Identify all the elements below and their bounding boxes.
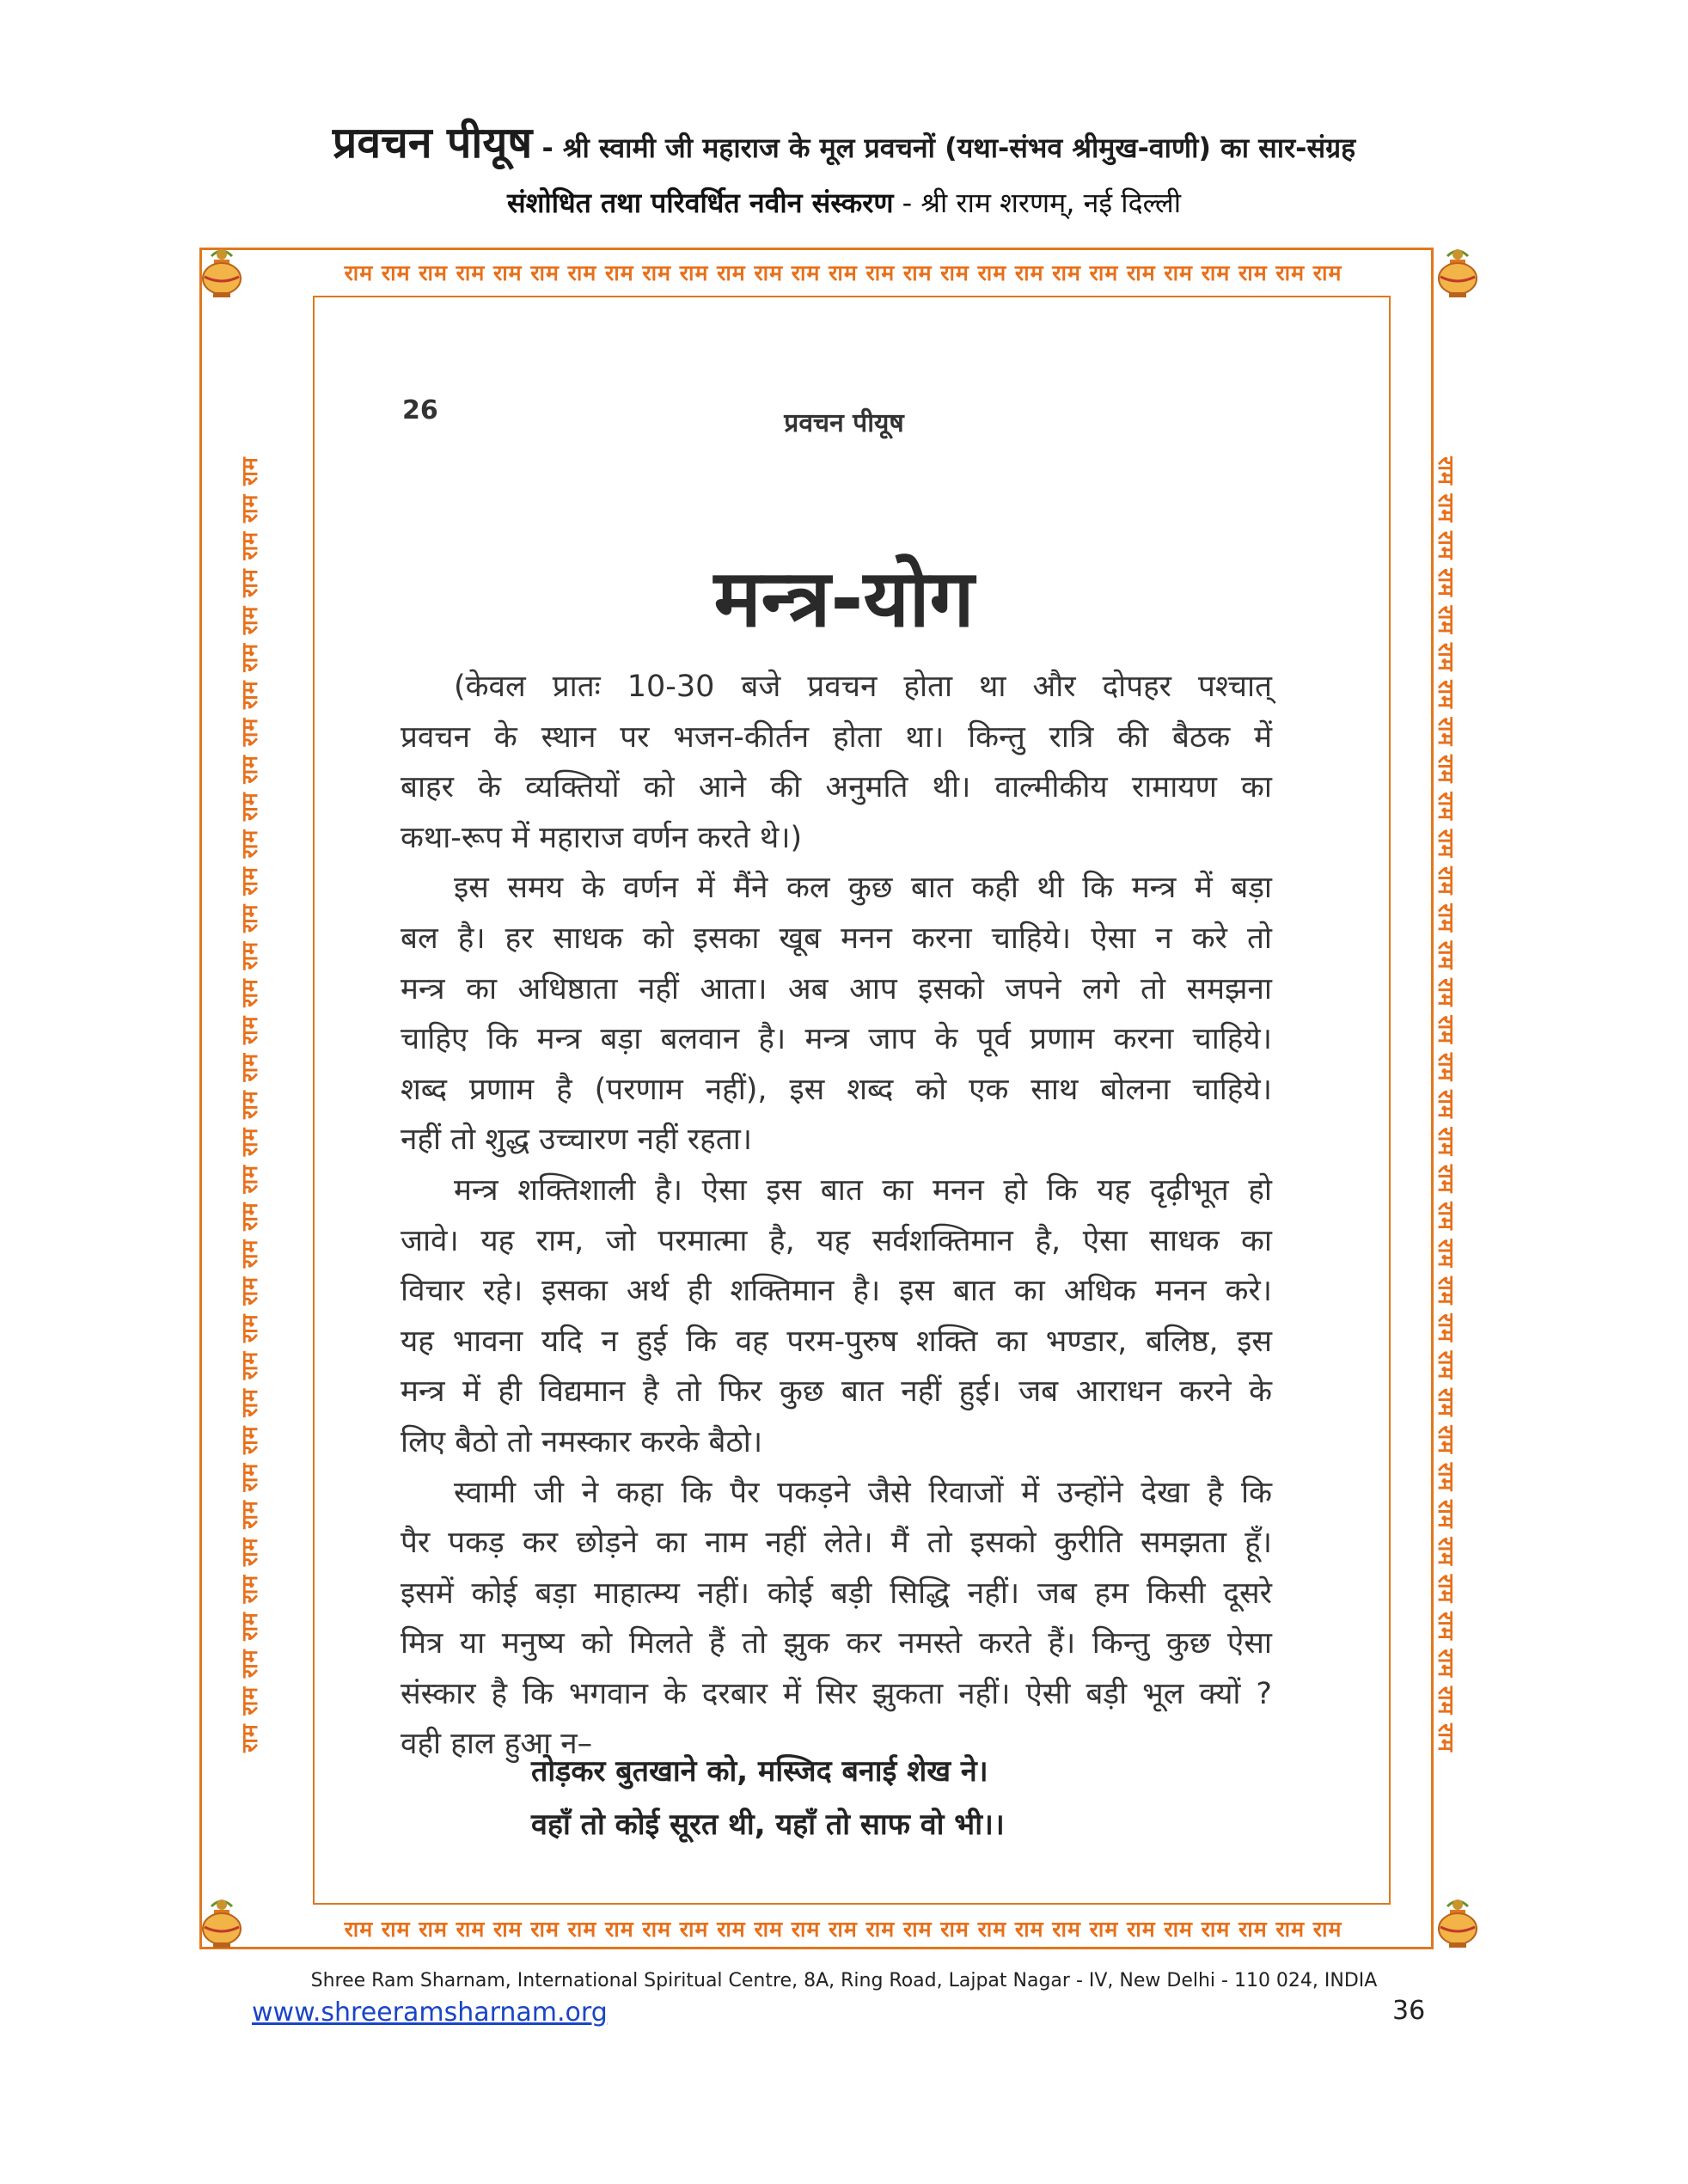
- text-line: स्वामी जी ने कहा कि पैर पकड़ने जैसे रिवाजों में उन्होंने देखा है कि: [454, 1475, 1272, 1510]
- text-line: जावे। यह राम, जो परमात्मा है, यह सर्वशक्तिमान है, ऐसा साधक का: [401, 1223, 1272, 1258]
- verse-line: तोड़कर बुतखाने को, मस्जिद बनाई शेख ने।: [531, 1754, 988, 1789]
- document-header-edition: [0, 184, 1688, 221]
- border-text-right: राम राम राम राम राम राम राम राम राम राम राम राम राम राम राम राम राम राम राम राम राम राम राम राम राम राम राम राम राम राम राम राम राम राम राम: [1434, 456, 1459, 1753]
- text-line: प्रवचन के स्थान पर भजन-कीर्तन होता था। किन्तु रात्रि की बैठक में: [401, 719, 1272, 755]
- text-line: नहीं तो शुद्ध उच्चारण नहीं रहता।: [401, 1123, 753, 1158]
- text-line: पैर पकड़ कर छोड़ने का नाम नहीं लेते। मैं तो इसको कुरीति समझता हूँ।: [401, 1526, 1272, 1561]
- footer-page-number: 36: [1392, 1996, 1426, 2026]
- verse-block: [531, 1745, 1005, 1851]
- verse-line: वहाँ तो कोई सूरत थी, यहाँ तो साफ वो भी।।: [531, 1808, 1005, 1842]
- text-line: विचार रहे। इसका अर्थ ही शक्तिमान है। इस बात का अधिक मनन करे।: [401, 1274, 1272, 1309]
- body-text: [401, 662, 1272, 1770]
- page-number: 26: [402, 395, 438, 425]
- text-line: मित्र या मनुष्य को मिलते हैं तो झुक कर नमस्ते करते हैं। किन्तु कुछ ऐसा: [401, 1626, 1272, 1661]
- text-line: मन्त्र शक्तिशाली है। ऐसा इस बात का मनन हो कि यह दृढ़ीभूत हो: [454, 1172, 1272, 1208]
- border-text-top: राम राम राम राम राम राम राम राम राम राम राम राम राम राम राम राम राम राम राम राम राम राम राम राम राम राम राम: [344, 260, 1342, 285]
- text-line: मन्त्र का अधिष्ठाता नहीं आता। अब आप इसको जपने लगे तो समझना: [401, 971, 1272, 1006]
- text-line: इसमें कोई बड़ा माहात्म्य नहीं। कोई बड़ी सिद्धि नहीं। जब हम किसी दूसरे: [401, 1575, 1272, 1611]
- text-line: वही हाल हुआ न–: [401, 1727, 593, 1762]
- kalash-icon: [1434, 246, 1482, 299]
- text-line: यह भावना यदि न हुई कि वह परम-पुरुष शक्ति का भण्डार, बलिष्ठ, इस: [401, 1324, 1272, 1359]
- text-line: चाहिए कि मन्त्र बड़ा बलवान है। मन्त्र जाप के पूर्व प्रणाम करना चाहिये।: [401, 1022, 1272, 1057]
- website-link[interactable]: www.shreeramsharnam.org: [252, 1997, 608, 2028]
- book-subtitle: - श्री स्वामी जी महाराज के मूल प्रवचनों (यथा-संभव श्रीमुख-वाणी) का सार-संग्रह: [532, 132, 1356, 164]
- kalash-icon: [198, 246, 246, 299]
- text-line: बल है। हर साधक को इसका खूब मनन करना चाहिये। ऐसा न करे तो: [401, 921, 1272, 956]
- text-line: इस समय के वर्णन में मैंने कल कुछ बात कही थी कि मन्त्र में बड़ा: [454, 871, 1272, 906]
- border-text-left: राम राम राम राम राम राम राम राम राम राम राम राम राम राम राम राम राम राम राम राम राम राम राम राम राम राम राम राम राम राम राम राम राम राम राम: [237, 456, 262, 1753]
- text-line: बाहर के व्यक्तियों को आने की अनुमति थी। वाल्मीकीय रामायण का: [401, 770, 1272, 805]
- text-line: कथा-रूप में महाराज वर्णन करते थे।): [401, 820, 803, 855]
- document-header-title: [0, 112, 1688, 170]
- border-text-bottom: राम राम राम राम राम राम राम राम राम राम राम राम राम राम राम राम राम राम राम राम राम राम राम राम राम राम राम: [344, 1917, 1342, 1942]
- text-line: (केवल प्रातः 10-30 बजे प्रवचन होता था और दोपहर पश्चात्: [454, 670, 1272, 704]
- text-line: मन्त्र में ही विद्यमान है तो फिर कुछ बात नहीं हुई। जब आराधन करने के: [401, 1374, 1272, 1410]
- text-line: संस्कार है कि भगवान के दरबार में सिर झुकता नहीं। ऐसी बड़ी भूल क्यों ?: [401, 1676, 1272, 1711]
- chapter-title: मन्त्र-योग: [713, 553, 975, 645]
- text-line: लिए बैठो तो नमस्कार करके बैठो।: [401, 1424, 763, 1459]
- text-line: शब्द प्रणाम है (परणाम नहीं), इस शब्द को एक साथ बोलना चाहिये।: [401, 1072, 1272, 1107]
- kalash-icon: [1434, 1896, 1482, 1949]
- footer-address: Shree Ram Sharnam, International Spiritual Centre, 8A, Ring Road, Lajpat Nagar - IV, New Delhi - 110 024, INDIA: [310, 1970, 1378, 1991]
- publisher-label: - श्री राम शरणम्, नई दिल्ली: [893, 187, 1181, 219]
- edition-label: संशोधित तथा परिवर्धित नवीन संस्करण: [507, 187, 894, 219]
- running-head: प्रवचन पीयूष: [784, 408, 904, 438]
- book-title: प्रवचन पीयूष: [332, 118, 533, 168]
- kalash-icon: [198, 1896, 246, 1949]
